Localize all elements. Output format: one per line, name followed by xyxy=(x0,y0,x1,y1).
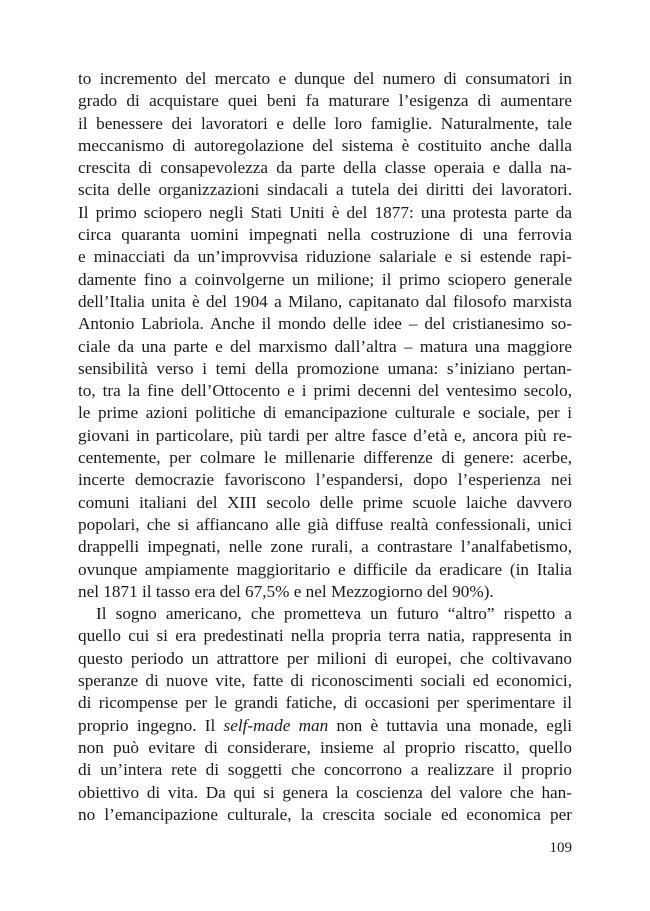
italic-term: self-made man xyxy=(223,715,329,735)
text-line: popolari, che si affiancano alle già diffuse realtà confessionali, unici xyxy=(78,514,572,534)
text-line: nel 1871 il tasso era del 67,5% e nel Mezzogiorno del 90%). xyxy=(78,581,494,601)
text-line: incerte democrazie favoriscono l’espandersi, dopo l’esperienza nei xyxy=(78,470,572,490)
text-line: di ricompense per le grandi fatiche, di occasioni per sperimentare il xyxy=(78,693,572,713)
text-line: obiettivo di vita. Da qui si genera la coscienza del valore che han- xyxy=(78,782,572,802)
text-line: ovunque ampiamente maggioritario e difficile da eradicare (in Italia xyxy=(78,559,572,579)
paragraph-1 xyxy=(78,68,572,603)
text-line: Antonio Labriola. Anche il mondo delle idee – del cristianesimo so- xyxy=(78,314,572,334)
text-line: le prime azioni politiche di emancipazione culturale e sociale, per i xyxy=(78,403,572,423)
text-line: grado di acquistare quei beni fa maturare l’esigenza di aumentare xyxy=(78,91,572,111)
text-line: comuni italiani del XIII secolo delle prime scuole laiche davvero xyxy=(78,492,572,512)
paragraph-2 xyxy=(78,603,572,826)
text-line: centemente, per colmare le millenarie differenze di genere: acerbe, xyxy=(78,448,572,468)
text-line: meccanismo di autoregolazione del sistema è costituito anche dalla xyxy=(78,135,572,155)
text-line: damente fino a coinvolgerne un milione; il primo sciopero generale xyxy=(78,269,572,289)
text-line: il benessere dei lavoratori e delle loro famiglie. Naturalmente, tale xyxy=(78,113,572,133)
text-line: e minacciati da un’improvvisa riduzione salariale e si estende rapi- xyxy=(78,247,572,267)
text-line: ciale da una parte e del marxismo dall’altra – matura una maggiore xyxy=(78,336,572,356)
text-fragment: non è tuttavia una monade, egli xyxy=(328,715,573,735)
text-line: circa quaranta uomini impegnati nella costruzione di una ferrovia xyxy=(78,225,572,245)
text-line: drappelli impegnati, nelle zone rurali, a contrastare l’analfabetismo, xyxy=(78,537,572,557)
text-line: quello cui si era predestinati nella propria terra natia, rappresenta in xyxy=(78,626,572,646)
text-line: no l’emancipazione culturale, la crescita sociale ed economica per xyxy=(78,804,572,824)
text-line: dell’Italia unita è del 1904 a Milano, capitanato dal filosofo marxista xyxy=(78,291,572,311)
text-line: to, tra la fine dell’Ottocento e i primi decenni del ventesimo secolo, xyxy=(78,381,572,401)
text-line: crescita di consapevolezza da parte della classe operaia e dalla na- xyxy=(78,158,572,178)
text-line: Il sogno americano, che prometteva un futuro “altro” rispetto a xyxy=(96,604,572,624)
body-text xyxy=(78,68,572,826)
text-line-with-italic xyxy=(78,715,572,737)
text-fragment: proprio ingegno. Il xyxy=(78,715,216,735)
text-line: to incremento del mercato e dunque del numero di consumatori in xyxy=(78,69,572,88)
text-line: speranze di nuove vite, fatte di riconoscimenti sociali ed economici, xyxy=(78,671,572,691)
text-line: scita delle organizzazioni sindacali a tutela dei diritti dei lavoratori. xyxy=(78,180,572,200)
text-line: non può evitare di considerare, insieme al proprio riscatto, quello xyxy=(78,737,572,757)
page-number: 109 xyxy=(549,840,572,856)
text-line: di un’intera rete di soggetti che concorrono a realizzare il proprio xyxy=(78,760,572,780)
text-line: giovani in particolare, più tardi per altre fasce d’età e, ancora più re- xyxy=(78,425,572,445)
text-line: Il primo sciopero negli Stati Uniti è del 1877: una protesta parte da xyxy=(78,202,572,222)
text-line: questo periodo un attrattore per milioni di europei, che coltivavano xyxy=(78,648,572,668)
text-line: sensibilità verso i temi della promozione umana: s’iniziano pertan- xyxy=(78,358,572,378)
